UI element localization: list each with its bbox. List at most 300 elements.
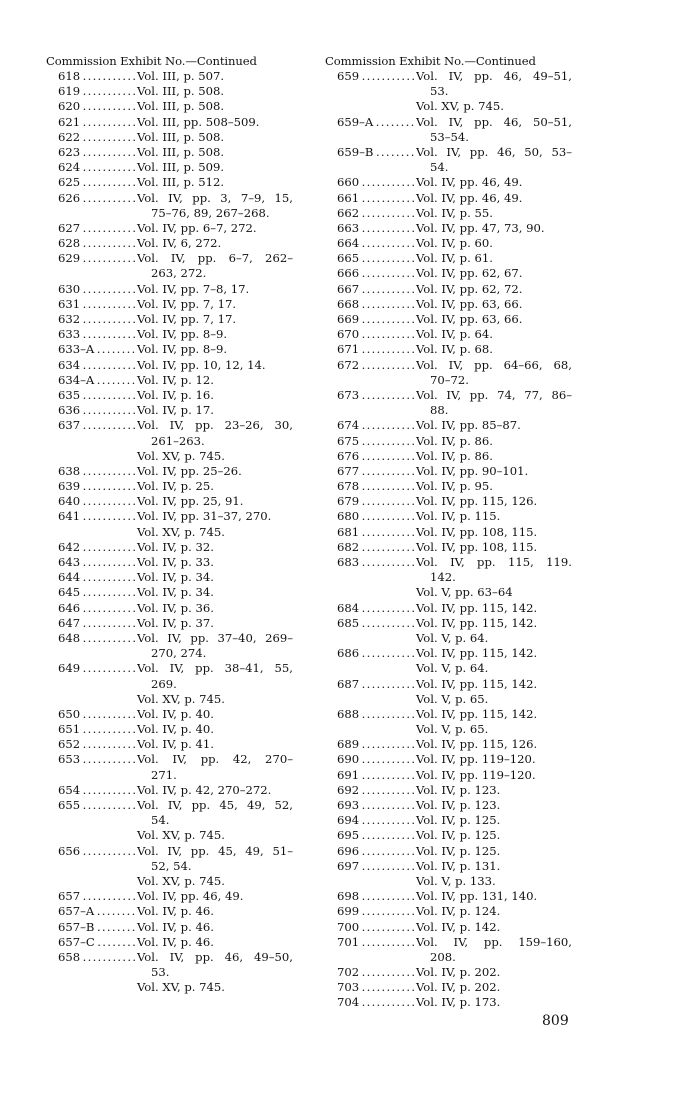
- volume-reference: Vol. IV, p. 46.: [137, 934, 214, 949]
- exhibit-number: 699 . . .: [337, 904, 415, 919]
- volume-reference: Vol. IV, p. 12.: [137, 372, 214, 387]
- index-entry: [46, 312, 306, 327]
- volume-reference: Vol. IV, pp. 6–7, 262–: [137, 251, 293, 266]
- index-entry: [46, 130, 306, 145]
- index-entry: [325, 449, 585, 464]
- exhibit-number: 638 . . .: [58, 464, 136, 479]
- volume-reference: Vol. IV, pp. 115, 142.: [416, 615, 538, 630]
- exhibit-number: 680 . . .: [337, 509, 415, 524]
- exhibit-number: 678 . . .: [337, 479, 415, 494]
- index-entry: [325, 828, 585, 843]
- exhibit-number: 685 . . .: [337, 616, 415, 631]
- volume-reference: Vol. IV, pp. 108, 115.: [416, 524, 538, 539]
- exhibit-number: 687 . . .: [337, 677, 415, 692]
- exhibit-number: 667 . . .: [337, 282, 415, 297]
- exhibit-number: 627 . . .: [58, 221, 136, 236]
- volume-reference: Vol. IV, 6, 272.: [137, 236, 222, 251]
- exhibit-number: 694 . . .: [337, 813, 415, 828]
- index-entry: [325, 889, 585, 904]
- volume-reference: Vol. IV, pp. 10, 12, 14.: [137, 357, 266, 372]
- volume-reference: Vol. IV, pp. 115, 142.: [416, 676, 538, 691]
- exhibit-number: 659 . . .: [337, 69, 415, 84]
- volume-reference: Vol. IV, pp. 42, 270–: [137, 752, 293, 767]
- volume-reference: Vol. IV, pp. 46, 50–51,: [416, 114, 572, 129]
- exhibit-number: 653 . . .: [58, 752, 136, 767]
- volume-reference: Vol. IV, pp. 62, 67.: [416, 266, 523, 281]
- index-entry: [46, 616, 306, 631]
- exhibit-number: 622 . . .: [58, 130, 136, 145]
- index-entry: [46, 798, 306, 844]
- index-entry: [46, 297, 306, 312]
- exhibit-number: 628 . . .: [58, 236, 136, 251]
- exhibit-number: 629 . . .: [58, 251, 136, 266]
- exhibit-number: 659–A . . .: [337, 115, 415, 130]
- exhibit-number: 704 . . .: [337, 995, 415, 1010]
- exhibit-number: 660 . . .: [337, 175, 415, 190]
- exhibit-number: 654 . . .: [58, 783, 136, 798]
- volume-reference: Vol. IV, p. 125.: [416, 843, 501, 858]
- volume-reference: Vol. V, p. 64.: [416, 661, 489, 676]
- volume-reference: Vol. IV, pp. 3, 7–9, 15,: [137, 190, 293, 205]
- volume-reference: Vol. IV, p. 123.: [416, 798, 501, 812]
- index-entry: [46, 585, 306, 600]
- volume-reference: Vol. IV, pp. 7, 17.: [137, 296, 237, 311]
- volume-reference: Vol. XV, p. 745.: [137, 448, 225, 463]
- exhibit-number: 663 . . .: [337, 221, 415, 236]
- exhibit-number: 673 . . .: [337, 388, 415, 403]
- exhibit-number: 642 . . .: [58, 540, 136, 555]
- index-entry: [46, 509, 306, 539]
- volume-reference: Vol. III, p. 508.: [137, 99, 225, 114]
- exhibit-number: 666 . . .: [337, 266, 415, 281]
- index-entry: [46, 904, 306, 919]
- volume-reference: Vol. XV, p. 745.: [137, 828, 225, 843]
- volume-reference: Vol. IV, pp. 25, 91.: [137, 494, 244, 509]
- volume-reference: Vol. V, p. 64.: [416, 630, 489, 645]
- exhibit-number: 624 . . .: [58, 160, 136, 175]
- index-entry: [325, 327, 585, 342]
- volume-reference: Vol. IV, p. 68.: [416, 342, 493, 357]
- index-entry: [46, 570, 306, 585]
- volume-reference: Vol. IV, pp. 46, 49.: [416, 175, 523, 190]
- volume-reference: Vol. IV, p. 125.: [416, 828, 501, 843]
- exhibit-number: 657–C . . .: [58, 935, 136, 950]
- index-entry: [46, 479, 306, 494]
- exhibit-number: 635 . . .: [58, 388, 136, 403]
- index-entry: [46, 145, 306, 160]
- volume-reference: Vol. III, p. 509.: [137, 160, 225, 175]
- index-entry: [325, 783, 585, 798]
- volume-reference-continuation: 142.: [430, 570, 456, 585]
- exhibit-number: 657 . . .: [58, 889, 136, 904]
- volume-reference-continuation: 53.: [430, 84, 449, 99]
- index-entry: [46, 935, 306, 950]
- index-entry: [46, 737, 306, 752]
- exhibit-number: 674 . . .: [337, 418, 415, 433]
- index-entry: [46, 160, 306, 175]
- exhibit-number: 645 . . .: [58, 585, 136, 600]
- volume-reference: Vol. IV, pp. 46, 50, 53–: [416, 144, 572, 159]
- index-entry: [325, 768, 585, 783]
- index-entry: [46, 920, 306, 935]
- index-entry: [325, 844, 585, 859]
- volume-reference: Vol. IV, pp. 115, 126.: [416, 737, 538, 752]
- exhibit-number: 683 . . .: [337, 555, 415, 570]
- exhibit-number: 648 . . .: [58, 631, 136, 646]
- volume-reference: Vol. IV, p. 95.: [416, 479, 493, 494]
- volume-reference: Vol. IV, pp. 45, 49, 52,: [137, 798, 293, 812]
- volume-reference: Vol. IV, p. 64.: [416, 327, 493, 342]
- exhibit-number: 697 . . .: [337, 859, 415, 874]
- exhibit-number: 670 . . .: [337, 327, 415, 342]
- exhibit-number: 702 . . .: [337, 965, 415, 980]
- index-entry: [46, 707, 306, 722]
- index-entry: [325, 707, 585, 737]
- index-entry: [325, 115, 585, 145]
- volume-reference: Vol. III, p. 508.: [137, 84, 225, 99]
- exhibit-number: 684 . . .: [337, 601, 415, 616]
- volume-reference-continuation: 261–263.: [151, 433, 205, 448]
- exhibit-number: 659–B . . .: [337, 145, 415, 160]
- volume-reference: Vol. IV, p. 16.: [137, 387, 214, 402]
- exhibit-number: 676 . . .: [337, 449, 415, 464]
- volume-reference: Vol. IV, p. 46.: [137, 904, 214, 919]
- exhibit-number: 691 . . .: [337, 768, 415, 783]
- index-entry: [325, 221, 585, 236]
- exhibit-number: 681 . . .: [337, 525, 415, 540]
- volume-reference: Vol. IV, p. 40.: [137, 706, 214, 721]
- index-entry: [46, 191, 306, 221]
- volume-reference: Vol. IV, pp. 25–26.: [137, 463, 242, 478]
- volume-reference: Vol. IV, p. 40.: [137, 722, 214, 737]
- exhibit-number: 633–A . . .: [58, 342, 136, 357]
- volume-reference-continuation: 54.: [151, 813, 170, 828]
- volume-reference: Vol. IV, p. 34.: [137, 570, 214, 585]
- index-entry: [46, 418, 306, 464]
- index-entry: [46, 783, 306, 798]
- exhibit-number: 689 . . .: [337, 737, 415, 752]
- index-entry: [325, 920, 585, 935]
- volume-reference: Vol. V, p. 133.: [416, 873, 496, 888]
- volume-reference: Vol. IV, pp. 47, 73, 90.: [416, 220, 545, 235]
- exhibit-number: 692 . . .: [337, 783, 415, 798]
- index-entry: [46, 236, 306, 251]
- index-entry: [325, 175, 585, 190]
- page-number: 809: [542, 1013, 569, 1029]
- exhibit-number: 619 . . .: [58, 84, 136, 99]
- column-header: Commission Exhibit No.—Continued: [325, 54, 536, 68]
- volume-reference: Vol. XV, p. 745.: [416, 99, 504, 114]
- volume-reference-continuation: 52, 54.: [151, 858, 192, 873]
- volume-reference-continuation: 70–72.: [430, 372, 469, 387]
- exhibit-number: 630 . . .: [58, 282, 136, 297]
- index-entry: [325, 980, 585, 995]
- exhibit-number: 700 . . .: [337, 920, 415, 935]
- volume-reference: Vol. IV, pp. 63, 66.: [416, 296, 523, 311]
- index-entry: [325, 266, 585, 281]
- volume-reference-continuation: 54.: [430, 160, 449, 175]
- index-entry: [46, 722, 306, 737]
- index-entry: [46, 342, 306, 357]
- exhibit-number: 632 . . .: [58, 312, 136, 327]
- exhibit-number: 644 . . .: [58, 570, 136, 585]
- volume-reference-continuation: 270, 274.: [151, 646, 207, 661]
- volume-reference: Vol. IV, p. 46.: [137, 919, 214, 934]
- volume-reference: Vol. IV, pp. 46, 49.: [416, 190, 523, 205]
- index-entry: [325, 995, 585, 1010]
- volume-reference: Vol. IV, p. 86.: [416, 448, 493, 463]
- index-entry: [46, 251, 306, 281]
- exhibit-number: 701 . . .: [337, 935, 415, 950]
- exhibit-number: 650 . . .: [58, 707, 136, 722]
- volume-reference: Vol. IV, p. 17.: [137, 403, 214, 418]
- index-entry: [325, 904, 585, 919]
- exhibit-number: 662 . . .: [337, 206, 415, 221]
- exhibit-number: 695 . . .: [337, 828, 415, 843]
- index-entry: [46, 327, 306, 342]
- index-entry: [325, 965, 585, 980]
- exhibit-number: 649 . . .: [58, 661, 136, 676]
- index-entry: [325, 251, 585, 266]
- volume-reference: Vol. XV, p. 745.: [137, 691, 225, 706]
- volume-reference: Vol. IV, p. 34.: [137, 585, 214, 600]
- exhibit-number: 677 . . .: [337, 464, 415, 479]
- index-entry: [325, 525, 585, 540]
- index-entry: [46, 175, 306, 190]
- index-entry: [325, 813, 585, 828]
- volume-reference: Vol. IV, pp. 131, 140.: [416, 889, 538, 904]
- index-entry: [46, 601, 306, 616]
- volume-reference: Vol. IV, pp. 23–26, 30,: [137, 418, 293, 433]
- index-column-right: [325, 53, 585, 1011]
- index-entry: [46, 388, 306, 403]
- index-entry: [46, 631, 306, 661]
- exhibit-number: 669 . . .: [337, 312, 415, 327]
- exhibit-number: 647 . . .: [58, 616, 136, 631]
- index-entry: [46, 464, 306, 479]
- volume-reference: Vol. IV, p. 41.: [137, 737, 214, 752]
- exhibit-number: 631 . . .: [58, 297, 136, 312]
- volume-reference: Vol. IV, p. 115.: [416, 509, 501, 524]
- exhibit-number: 703 . . .: [337, 980, 415, 995]
- volume-reference: Vol. IV, pp. 46, 49.: [137, 889, 244, 904]
- index-entry: [325, 646, 585, 676]
- index-entry: [325, 145, 585, 175]
- volume-reference: Vol. XV, p. 745.: [137, 873, 225, 888]
- index-entry: [325, 236, 585, 251]
- exhibit-number: 696 . . .: [337, 844, 415, 859]
- volume-reference: Vol. IV, pp. 115, 119.: [416, 555, 572, 569]
- index-entry: [46, 358, 306, 373]
- index-entry: [325, 616, 585, 646]
- exhibit-number: 665 . . .: [337, 251, 415, 266]
- exhibit-number: 636 . . .: [58, 403, 136, 418]
- exhibit-number: 661 . . .: [337, 191, 415, 206]
- index-entry: [325, 752, 585, 767]
- volume-reference: Vol. IV, p. 42, 270–272.: [137, 782, 272, 797]
- index-entry: [325, 494, 585, 509]
- index-entry: [325, 737, 585, 752]
- exhibit-number: 675 . . .: [337, 434, 415, 449]
- exhibit-number: 651 . . .: [58, 722, 136, 737]
- volume-reference: Vol. III, pp. 508–509.: [137, 114, 260, 129]
- volume-reference-continuation: 88.: [430, 403, 449, 418]
- exhibit-number: 640 . . .: [58, 494, 136, 509]
- index-entry: [46, 752, 306, 782]
- volume-reference: Vol. IV, pp. 74, 77, 86–: [416, 387, 572, 402]
- index-entry: [46, 282, 306, 297]
- volume-reference: Vol. IV, pp. 7–8, 17.: [137, 281, 250, 296]
- index-entry: [46, 844, 306, 890]
- volume-reference: Vol. IV, pp. 8–9.: [137, 342, 228, 357]
- volume-reference: Vol. IV, pp. 38–41, 55,: [137, 661, 293, 676]
- volume-reference-continuation: 269.: [151, 676, 177, 691]
- index-entry: [46, 555, 306, 570]
- index-entry: [325, 206, 585, 221]
- index-entry: [325, 388, 585, 418]
- exhibit-number: 618 . . .: [58, 69, 136, 84]
- volume-reference: Vol. IV, p. 173.: [416, 995, 501, 1010]
- index-entry: [325, 282, 585, 297]
- index-entry: [325, 479, 585, 494]
- volume-reference: Vol. IV, p. 33.: [137, 555, 214, 569]
- volume-reference: Vol. IV, pp. 119–120.: [416, 767, 536, 782]
- volume-reference: Vol. IV, pp. 46, 49–50,: [137, 949, 293, 964]
- exhibit-number: 657–B . . .: [58, 920, 136, 935]
- exhibit-number: 657–A . . .: [58, 904, 136, 919]
- index-entry: [46, 69, 306, 84]
- volume-reference: Vol. IV, pp. 37–40, 269–: [137, 630, 293, 645]
- exhibit-number: 690 . . .: [337, 752, 415, 767]
- index-entry: [325, 935, 585, 965]
- volume-reference: Vol. IV, pp. 46, 49–51,: [416, 69, 572, 83]
- exhibit-number: 693 . . .: [337, 798, 415, 813]
- volume-reference: Vol. IV, pp. 115, 142.: [416, 600, 538, 615]
- volume-reference: Vol. IV, pp. 115, 142.: [416, 646, 538, 661]
- volume-reference: Vol. IV, p. 202.: [416, 980, 501, 995]
- volume-reference: Vol. IV, pp. 85–87.: [416, 418, 521, 433]
- volume-reference: Vol. IV, p. 86.: [416, 433, 493, 448]
- index-entry: [325, 798, 585, 813]
- volume-reference: Vol. IV, pp. 90–101.: [416, 463, 529, 478]
- exhibit-number: 679 . . .: [337, 494, 415, 509]
- volume-reference: Vol. IV, pp. 8–9.: [137, 327, 228, 342]
- exhibit-number: 625 . . .: [58, 175, 136, 190]
- volume-reference-continuation: 75–76, 89, 267–268.: [151, 205, 270, 220]
- index-entry: [325, 191, 585, 206]
- exhibit-number: 633 . . .: [58, 327, 136, 342]
- volume-reference: Vol. IV, p. 61.: [416, 251, 493, 266]
- column-header: Commission Exhibit No.—Continued: [46, 54, 257, 68]
- volume-reference-continuation: 263, 272.: [151, 266, 207, 281]
- exhibit-number: 682 . . .: [337, 540, 415, 555]
- volume-reference: Vol. XV, p. 745.: [137, 524, 225, 539]
- index-entry: [46, 889, 306, 904]
- index-column-left: [46, 53, 306, 995]
- index-entry: [46, 403, 306, 418]
- exhibit-number: 621 . . .: [58, 115, 136, 130]
- index-entry: [325, 859, 585, 889]
- volume-reference: Vol. IV, pp. 115, 142.: [416, 706, 538, 721]
- volume-reference: Vol. IV, pp. 64–66, 68,: [416, 357, 572, 372]
- volume-reference: Vol. IV, pp. 119–120.: [416, 752, 536, 767]
- exhibit-number: 637 . . .: [58, 418, 136, 433]
- exhibit-number: 639 . . .: [58, 479, 136, 494]
- exhibit-number: 686 . . .: [337, 646, 415, 661]
- volume-reference: Vol. IV, p. 142.: [416, 919, 501, 934]
- volume-reference: Vol. IV, pp. 31–37, 270.: [137, 509, 272, 524]
- exhibit-number: 626 . . .: [58, 191, 136, 206]
- volume-reference: Vol. III, p. 508.: [137, 129, 225, 144]
- index-entry: [46, 99, 306, 114]
- volume-reference: Vol. IV, p. 55.: [416, 205, 493, 220]
- volume-reference: Vol. XV, p. 745.: [137, 980, 225, 995]
- index-entry: [325, 555, 585, 601]
- volume-reference: Vol. IV, p. 124.: [416, 904, 501, 919]
- exhibit-number: 641 . . .: [58, 509, 136, 524]
- exhibit-number: 664 . . .: [337, 236, 415, 251]
- index-entry: [325, 312, 585, 327]
- index-entry: [325, 434, 585, 449]
- exhibit-number: 688 . . .: [337, 707, 415, 722]
- volume-reference: Vol. IV, pp. 63, 66.: [416, 312, 523, 326]
- index-entry: [46, 540, 306, 555]
- index-entry: [46, 373, 306, 388]
- index-entry: [46, 115, 306, 130]
- exhibit-number: 671 . . .: [337, 342, 415, 357]
- exhibit-number: 672 . . .: [337, 358, 415, 373]
- volume-reference: Vol. IV, pp. 45, 49, 51–: [137, 843, 293, 858]
- volume-reference: Vol. III, p. 512.: [137, 175, 225, 190]
- index-entry: [46, 84, 306, 99]
- volume-reference: Vol. IV, p. 60.: [416, 236, 493, 251]
- volume-reference: Vol. IV, p. 131.: [416, 858, 501, 873]
- volume-reference-continuation: 208.: [430, 949, 456, 964]
- index-entry: [325, 601, 585, 616]
- index-entry: [325, 418, 585, 433]
- index-entry: [325, 464, 585, 479]
- index-entry: [46, 221, 306, 236]
- index-entry: [325, 509, 585, 524]
- volume-reference: Vol. IV, p. 125.: [416, 813, 501, 828]
- exhibit-number: 658 . . .: [58, 950, 136, 965]
- exhibit-number: 698 . . .: [337, 889, 415, 904]
- volume-reference: Vol. IV, pp. 115, 126.: [416, 494, 538, 509]
- volume-reference: Vol. IV, p. 36.: [137, 600, 214, 615]
- index-entry: [325, 342, 585, 357]
- volume-reference-continuation: 53.: [151, 965, 170, 980]
- index-entry: [46, 661, 306, 707]
- volume-reference: Vol. IV, p. 123.: [416, 782, 501, 797]
- volume-reference: Vol. IV, p. 25.: [137, 479, 214, 494]
- volume-reference: Vol. V, p. 65.: [416, 691, 489, 706]
- volume-reference-continuation: 271.: [151, 767, 177, 782]
- volume-reference: Vol. V, p. 65.: [416, 722, 489, 737]
- exhibit-number: 656 . . .: [58, 844, 136, 859]
- volume-reference: Vol. IV, pp. 159–160,: [416, 934, 572, 949]
- exhibit-number: 646 . . .: [58, 601, 136, 616]
- volume-reference: Vol. III, p. 507.: [137, 69, 225, 83]
- index-entry: [325, 540, 585, 555]
- exhibit-number: 623 . . .: [58, 145, 136, 160]
- volume-reference: Vol. IV, pp. 7, 17.: [137, 312, 237, 326]
- index-entry: [46, 494, 306, 509]
- exhibit-number: 668 . . .: [337, 297, 415, 312]
- volume-reference: Vol. IV, p. 37.: [137, 615, 214, 630]
- index-entry: [325, 297, 585, 312]
- volume-reference: Vol. IV, pp. 62, 72.: [416, 281, 523, 296]
- exhibit-number: 643 . . .: [58, 555, 136, 570]
